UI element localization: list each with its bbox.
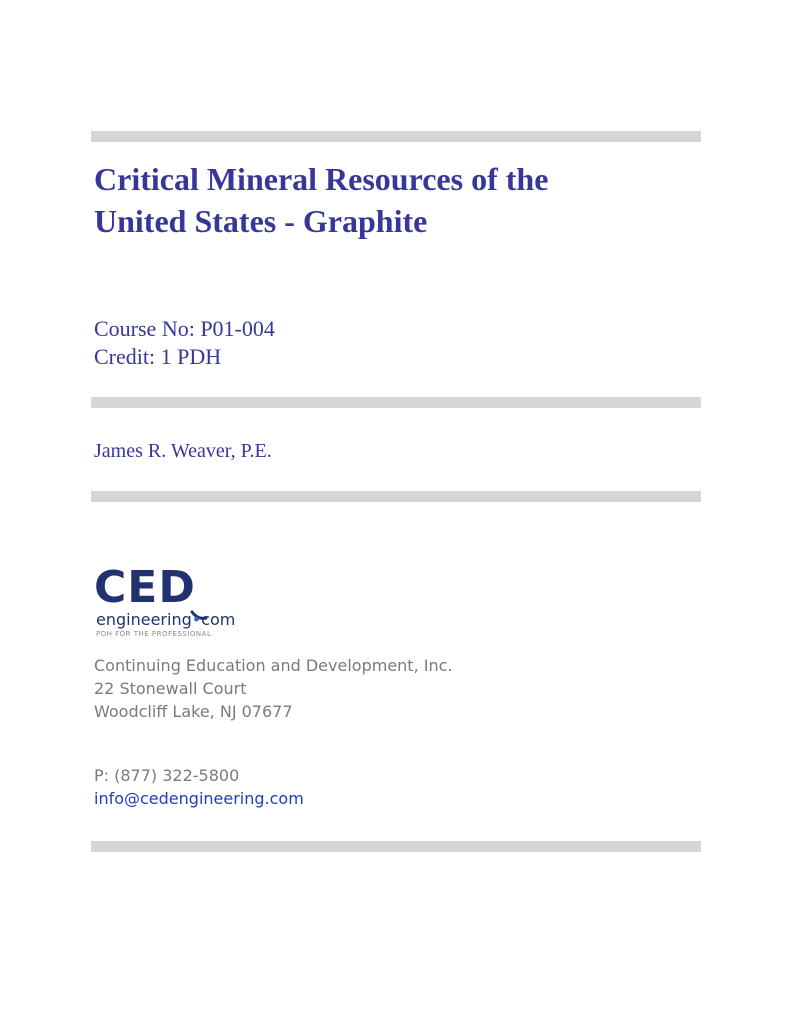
logo-dot: • [191,610,202,629]
contact-info [94,764,304,810]
logo-subtext [96,610,235,630]
author-name: James R. Weaver, P.E. [94,440,272,462]
city-state-zip: Woodcliff Lake, NJ 07677 [94,702,293,721]
logo-com: com [201,610,236,629]
course-info [94,315,275,371]
divider-rule-3 [91,491,701,502]
course-number: Course No: P01-004 [94,316,275,341]
company-address [94,654,452,723]
phone-number: P: (877) 322-5800 [94,766,240,785]
title-line-2: United States - Graphite [94,203,428,239]
divider-rule-bottom [91,841,701,852]
email-link[interactable]: info@cedengineering.com [94,789,304,808]
logo-wordmark: CED [94,562,196,613]
divider-rule-top [91,131,701,142]
street-address: 22 Stonewall Court [94,679,247,698]
title-line-1: Critical Mineral Resources of the [94,161,549,197]
logo-engineering: engineering [96,610,192,629]
divider-rule-2 [91,397,701,408]
ced-logo [94,562,254,640]
course-credit: Credit: 1 PDH [94,344,222,369]
company-name: Continuing Education and Development, Inc. [94,656,453,675]
document-title [94,158,694,242]
logo-tagline: PDH FOR THE PROFESSIONAL [96,630,212,638]
